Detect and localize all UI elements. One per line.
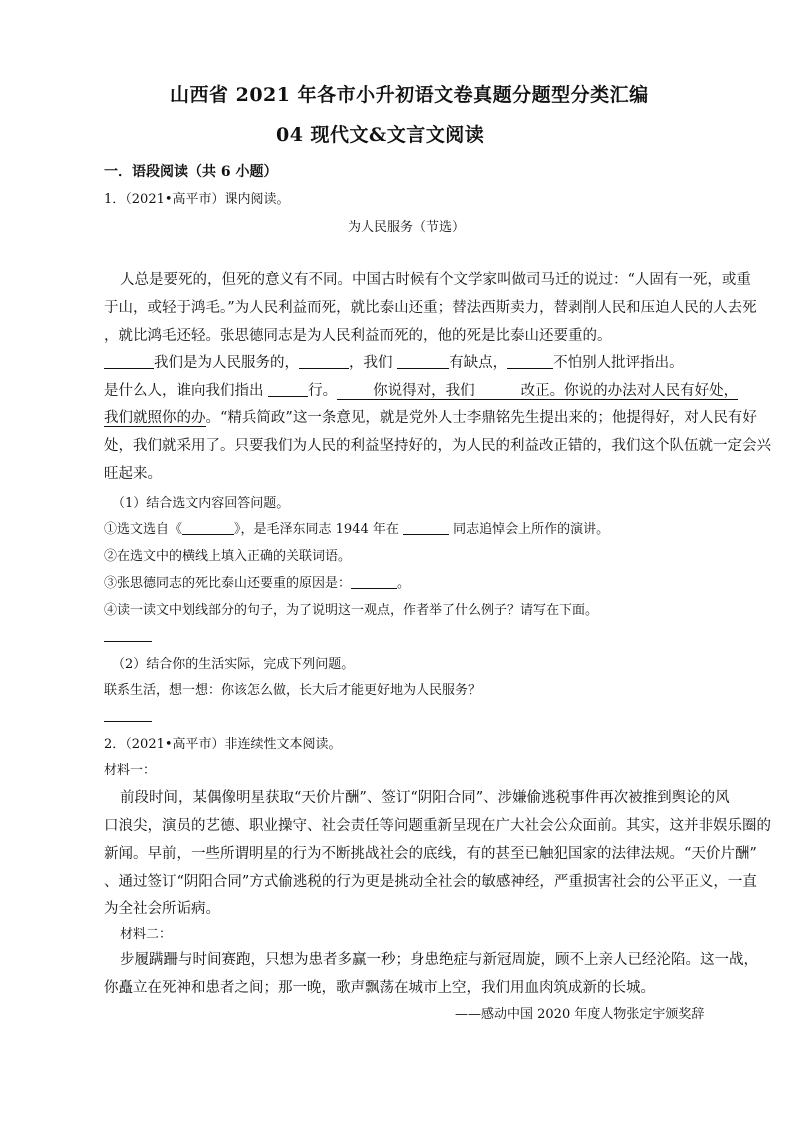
passage-p2-line3: 我们就照你的办。“精兵简政”这一条意见，就是党外人士李鼎铭先生提出来的；他提得好，对人民有好 xyxy=(104,410,757,426)
sub-item-2: ②在选文中的横线上填入正确的关联词语。 xyxy=(104,549,352,564)
material-1-line: 为全社会所诟病。 xyxy=(104,901,220,917)
fill-blank[interactable] xyxy=(299,354,349,369)
fill-blank[interactable] xyxy=(351,574,397,589)
passage-p1-line: 人总是要死的，但死的意义有不同。中国古时候有个文学家叫做司马迁的说过：“人固有一死，或重 xyxy=(120,272,751,288)
doc-title-line1: 山西省 2021 年各市小升初语文卷真题分题型分类汇编 xyxy=(170,84,649,106)
section-heading: 一．语段阅读（共 6 小题） xyxy=(104,164,278,180)
material-1-line: 新闻。早前，一些所谓明星的行为不断挑战社会的底线，有的甚至已触犯国家的法律法规。“天价片酬” xyxy=(104,846,757,862)
fill-blank[interactable] xyxy=(268,382,308,397)
material-2-line: 步履蹒跚与时间赛跑，只想为患者多赢一秒；身患绝症与新冠周旋，顾不上亲人已经沦陷。这一战， xyxy=(120,952,758,968)
sub-item-4: ④读一读文中划线部分的句子，为了说明这一观点，作者举了什么例子？请写在下面。 xyxy=(104,603,599,618)
fill-blank[interactable] xyxy=(507,354,553,369)
question-2-header: 2．（2021•高平市）非连续性文本阅读。 xyxy=(104,737,342,752)
sub-question-2-heading: （2）结合你的生活实际，完成下列问题。 xyxy=(112,657,355,672)
fill-blank[interactable] xyxy=(104,354,154,369)
sub-question-1-heading: （1）结合选文内容回答问题。 xyxy=(112,496,290,511)
material-2-label: 材料二： xyxy=(120,927,173,942)
answer-line[interactable] xyxy=(104,707,152,722)
material-1-label: 材料一： xyxy=(104,763,157,778)
passage-p2-line5: 旺起来。 xyxy=(104,466,162,482)
fill-blank[interactable] xyxy=(403,520,449,535)
fill-blank[interactable] xyxy=(337,383,373,397)
material-2-source: ——感动中国 2020 年度人物张定宇颁奖辞 xyxy=(455,1007,705,1022)
fill-blank[interactable] xyxy=(397,354,449,369)
material-2-line: 你矗立在死神和患者之间；那一晚，歌声飘荡在城市上空，我们用血肉筑成新的长城。 xyxy=(104,980,655,996)
passage-p1-line: ，就比鸿毛还轻。张思德同志是为人民利益而死的，他的死是比泰山还要重的。 xyxy=(104,328,612,344)
fill-blank[interactable] xyxy=(475,383,521,397)
answer-line[interactable] xyxy=(104,627,152,642)
material-1-line: 、通过签订“阴阳合同”方式偷逃税的行为更是挑动全社会的敏感神经，严重损害社会的公平正义，一直 xyxy=(104,874,757,890)
material-1-line: 口浪尖，演员的艺德、职业操守、社会责任等问题重新呈现在广大社会公众面前。其实，这并非娱乐圈的 xyxy=(104,818,771,834)
sub-item-1: ①选文选自《 》，是毛泽东同志 1944 年在 同志追悼会上所作的演讲。 xyxy=(104,522,610,537)
passage-p2-line4: 处，我们就采用了。只要我们为人民的利益坚持好的，为人民的利益改正错的，我们这个队伍就一定会兴 xyxy=(104,438,771,454)
passage-p1-line: 于山，或轻于鸿毛。”为人民利益而死，就比泰山还重；替法西斯卖力，替剥削人民和压迫人民的人去死 xyxy=(104,300,757,316)
passage-p2-line1: 我们是为人民服务的， ，我们 有缺点， 不怕别人批评指出。 xyxy=(104,351,684,372)
material-1-line: 前段时间，某偶像明星获取“天价片酬”、签订“阴阳合同”、涉嫌偷逃税事件再次被推到舆论的风 xyxy=(120,790,730,806)
sub-question-2-text: 联系生活，想一想：你该怎么做，长大后才能更好地为人民服务？ xyxy=(104,683,482,698)
passage-p2-line2: 是什么人，谁向我们指出 行。 你说得对，我们 改正。你说的办法对人民有好处， xyxy=(104,383,739,399)
fill-blank[interactable] xyxy=(182,520,234,535)
underlined-sentence: 我们就照你的办 xyxy=(104,410,206,426)
passage-title: 为人民服务（节选） xyxy=(348,220,466,235)
sub-item-3: ③张思德同志的死比泰山还要重的原因是： 。 xyxy=(104,576,411,591)
doc-title-line2: 04 现代文&文言文阅读 xyxy=(276,124,485,146)
question-1-header: 1．（2021•高平市）课内阅读。 xyxy=(104,192,290,207)
